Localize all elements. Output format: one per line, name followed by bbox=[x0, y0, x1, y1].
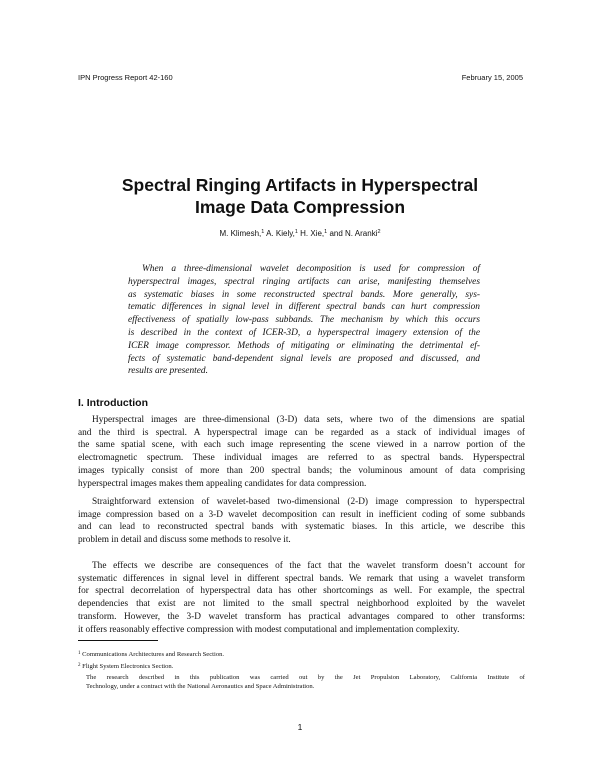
paragraph-line: it offers reasonably effective compression with modest computational and implementation complexity. bbox=[78, 624, 460, 635]
paragraph-line: image compression based on a 3-D wavelet decomposition can result in inefficient coding of some subbands bbox=[78, 509, 525, 520]
body-paragraph-1 bbox=[78, 414, 525, 490]
paragraph-line: The effects we describe are consequences of the fact that the wavelet transform doesn’t account for bbox=[92, 561, 525, 571]
paragraph-line: electromagnetic spectrum. These individual images are referred to as spectral bands. Hyperspectral bbox=[78, 453, 525, 464]
abstract-line: fects of systematic band-dependent signal levels are proposed and discussed, and bbox=[128, 353, 480, 364]
funding-note bbox=[78, 673, 525, 691]
body-paragraph-2 bbox=[78, 496, 525, 547]
author-4: and N. Aranki bbox=[329, 229, 378, 238]
abstract-line: tematic differences in signal level in different spectral bands can hurt compression bbox=[128, 302, 480, 313]
body-paragraph-3 bbox=[78, 560, 525, 636]
paragraph-line: for spectral decorrelation of hyperspectral data has other shortcomings as well. For example, the spectral bbox=[78, 586, 525, 597]
author-3-affiliation-mark: 1 bbox=[324, 229, 328, 235]
abstract-line: hyperspectral images, spectral ringing artifacts can arise, manifesting themselves bbox=[128, 276, 480, 287]
author-2: A. Kiely, bbox=[266, 229, 295, 238]
author-2-affiliation-mark: 1 bbox=[294, 229, 298, 235]
footnote-1-text: Communications Architectures and Research Section. bbox=[82, 651, 225, 658]
title-line-1: Spectral Ringing Artifacts in Hyperspectral bbox=[121, 175, 479, 195]
abstract-line: effectiveness of spatially low-pass subbands. The mechanism by which this occurs bbox=[128, 315, 480, 326]
footnote-2-text: Flight System Electronics Section. bbox=[82, 663, 174, 670]
author-1: M. Klimesh, bbox=[219, 229, 262, 238]
abstract-line: When a three-dimensional wavelet decomposition is used for compression of bbox=[142, 264, 480, 274]
author-3: H. Xie, bbox=[300, 229, 325, 238]
abstract-line: results are presented. bbox=[128, 366, 208, 377]
footnote-1-mark: 1 bbox=[78, 651, 81, 656]
report-id: IPN Progress Report 42-160 bbox=[78, 73, 173, 82]
footnote-1 bbox=[78, 649, 525, 659]
paragraph-line: and can lead to reconstructed spectral bands with systematic biases. In this article, we describe this bbox=[78, 522, 525, 533]
paragraph-line: and the third is spectral. A hyperspectral image can be regarded as a stack of individual images of bbox=[78, 427, 525, 438]
paragraph-line: hyperspectral images makes them appealing candidates for data compression. bbox=[78, 478, 367, 489]
author-list bbox=[0, 229, 600, 238]
title-line-2: Image Data Compression bbox=[194, 197, 406, 217]
footnote-divider bbox=[78, 640, 158, 641]
report-date: February 15, 2005 bbox=[461, 73, 523, 82]
page-number: 1 bbox=[297, 722, 303, 732]
paragraph-line: dependencies that exist are not limited to the small spectral neighborhood exploited by the wavelet bbox=[78, 599, 525, 610]
paragraph-line: transform. However, the 3-D wavelet transform has practical advantages compared to other transforms: bbox=[78, 611, 525, 622]
funding-note-line: The research described in this publication was carried out by the Jet Propulsion Laboratory, California Institute of bbox=[86, 674, 525, 681]
paper-title bbox=[0, 174, 600, 218]
abstract bbox=[128, 263, 480, 378]
paragraph-line: images typically consist of more than 200 spectral bands; the voluminous amount of data comprising bbox=[78, 465, 525, 476]
paragraph-line: problem in detail and discuss some methods to resolve it. bbox=[78, 535, 291, 546]
paragraph-line: the same spatial scene, with each such image representing the scene viewed in a narrow portion of the bbox=[78, 440, 525, 451]
paragraph-line: Hyperspectral images are three-dimensional (3-D) data sets, where two of the dimensions are spatial bbox=[92, 415, 525, 425]
author-4-affiliation-mark: 2 bbox=[377, 229, 381, 235]
abstract-line: ICER image compressor. Methods of mitigating or eliminating the detrimental ef- bbox=[128, 340, 480, 351]
author-1-affiliation-mark: 1 bbox=[261, 229, 265, 235]
paragraph-line: Straightforward extension of wavelet-based two-dimensional (2-D) image compression to hyperspectral bbox=[92, 497, 525, 507]
abstract-line: as systematic biases in some reconstructed spectral bands. More generally, sys- bbox=[128, 289, 480, 300]
footnote-2-mark: 2 bbox=[78, 663, 81, 668]
abstract-line: is described in the context of ICER-3D, a hyperspectral imagery extension of the bbox=[128, 327, 480, 338]
paragraph-line: systematic differences in signal level in different spectral bands. We remark that using a wavelet transform bbox=[78, 573, 525, 584]
section-heading: I. Introduction bbox=[78, 397, 148, 409]
footnote-2 bbox=[78, 661, 525, 671]
funding-note-line: Technology, under a contract with the National Aeronautics and Space Administration. bbox=[86, 683, 315, 690]
